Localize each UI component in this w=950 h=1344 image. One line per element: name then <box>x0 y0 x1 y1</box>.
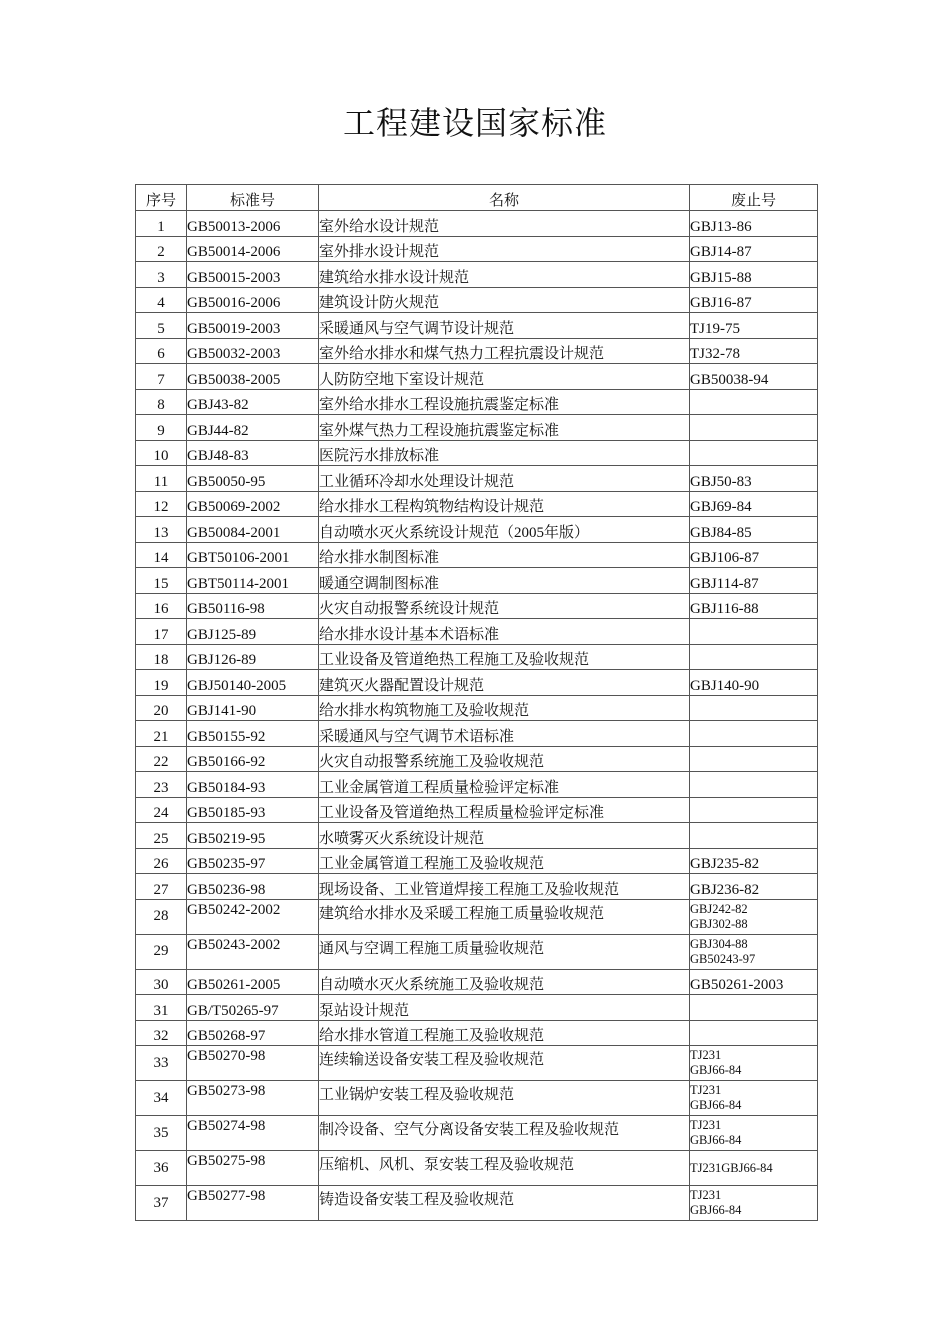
row-replaced-code <box>690 899 818 934</box>
row-replaced-code <box>690 1020 818 1046</box>
row-replaced-code <box>690 721 818 747</box>
row-replaced-code <box>690 262 818 288</box>
row-standard-name: 医院污水排放标准 <box>319 440 690 466</box>
row-seq: 5 <box>136 313 187 339</box>
table-row <box>136 1151 818 1186</box>
row-replaced-code <box>690 995 818 1021</box>
replaced-code-line: TJ19-75 <box>690 320 740 337</box>
table-row <box>136 338 818 364</box>
row-standard-code: GBJ125-89 <box>187 619 319 645</box>
table-row <box>136 262 818 288</box>
row-standard-code: GBJ48-83 <box>187 440 319 466</box>
row-replaced-code <box>690 568 818 594</box>
row-standard-name: 人防防空地下室设计规范 <box>319 364 690 390</box>
table-row <box>136 899 818 934</box>
replaced-code-line: TJ231 <box>690 1048 722 1062</box>
row-seq: 27 <box>136 874 187 900</box>
replaced-code-line: GBJ69-84 <box>690 499 752 515</box>
row-standard-name: 工业金属管道工程施工及验收规范 <box>319 848 690 874</box>
row-standard-name: 工业设备及管道绝热工程施工及验收规范 <box>319 644 690 670</box>
header-name: 名称 <box>319 185 690 211</box>
row-standard-name: 给水排水管道工程施工及验收规范 <box>319 1020 690 1046</box>
replaced-code-line: GB50261-2003 <box>690 977 784 993</box>
row-standard-code: GB50032-2003 <box>187 338 319 364</box>
row-standard-name: 建筑给水排水设计规范 <box>319 262 690 288</box>
row-standard-name: 建筑灭火器配置设计规范 <box>319 670 690 696</box>
row-standard-code: GB50274-98 <box>187 1116 319 1151</box>
row-standard-code: GBJ126-89 <box>187 644 319 670</box>
row-standard-code: GBT50106-2001 <box>187 542 319 568</box>
row-standard-code: GB50273-98 <box>187 1081 319 1116</box>
row-standard-name: 铸造设备安装工程及验收规范 <box>319 1186 690 1221</box>
table-row <box>136 364 818 390</box>
row-replaced-code <box>690 466 818 492</box>
row-replaced-code <box>690 1151 818 1186</box>
row-standard-code: GB50013-2006 <box>187 211 319 237</box>
row-seq: 8 <box>136 389 187 415</box>
replaced-code-line: GB50243-97 <box>690 951 756 966</box>
replaced-code-line: TJ32-78 <box>690 346 740 362</box>
replaced-code-line: GBJ302-88 <box>690 916 748 931</box>
row-seq: 6 <box>136 338 187 364</box>
table-row <box>136 934 818 969</box>
row-seq: 4 <box>136 287 187 313</box>
table-row <box>136 644 818 670</box>
row-replaced-code <box>690 211 818 237</box>
row-standard-code: GB50235-97 <box>187 848 319 874</box>
standards-table <box>135 184 818 1221</box>
row-seq: 20 <box>136 695 187 721</box>
row-seq: 17 <box>136 619 187 645</box>
row-seq: 9 <box>136 415 187 441</box>
table-row <box>136 619 818 645</box>
row-replaced-code <box>690 772 818 798</box>
row-seq: 16 <box>136 593 187 619</box>
row-standard-code: GB50275-98 <box>187 1151 319 1186</box>
row-replaced-code <box>690 969 818 995</box>
row-standard-code: GB50242-2002 <box>187 899 319 934</box>
header-replaced: 废止号 <box>690 185 818 211</box>
page-title: 工程建设国家标准 <box>342 105 607 141</box>
row-seq: 37 <box>136 1186 187 1221</box>
row-seq: 1 <box>136 211 187 237</box>
row-replaced-code <box>690 644 818 670</box>
row-replaced-code <box>690 440 818 466</box>
replaced-code-line: GBJ242-82 <box>690 901 748 916</box>
row-standard-code: GBJ43-82 <box>187 389 319 415</box>
table-row <box>136 848 818 874</box>
replaced-code-line: GBJ235-82 <box>690 856 760 872</box>
table-row <box>136 568 818 594</box>
row-seq: 19 <box>136 670 187 696</box>
table-row <box>136 995 818 1021</box>
replaced-code-line: GBJ16-87 <box>690 295 752 311</box>
row-seq: 33 <box>136 1046 187 1081</box>
replaced-code-line: GB50038-94 <box>690 371 769 388</box>
table-row <box>136 695 818 721</box>
row-standard-name: 采暖通风与空气调节设计规范 <box>319 313 690 339</box>
row-replaced-code <box>690 364 818 390</box>
replaced-code-line: GBJ66-84 <box>690 1203 742 1217</box>
row-standard-code: GB50219-95 <box>187 823 319 849</box>
row-standard-code: GB50014-2006 <box>187 236 319 262</box>
row-replaced-code <box>690 670 818 696</box>
row-standard-name: 工业循环冷却水处理设计规范 <box>319 466 690 492</box>
row-replaced-code <box>690 823 818 849</box>
row-seq: 21 <box>136 721 187 747</box>
row-standard-name: 暖通空调制图标准 <box>319 568 690 594</box>
row-standard-code: GB50016-2006 <box>187 287 319 313</box>
row-standard-code: GB50277-98 <box>187 1186 319 1221</box>
replaced-code-line: TJ231GBJ66-84 <box>690 1160 773 1175</box>
row-replaced-code <box>690 1046 818 1081</box>
row-seq: 14 <box>136 542 187 568</box>
row-standard-name: 建筑设计防火规范 <box>319 287 690 313</box>
replaced-code-line: GBJ66-84 <box>690 1063 742 1077</box>
row-standard-code: GB50084-2001 <box>187 517 319 543</box>
row-standard-name: 给水排水设计基本术语标准 <box>319 619 690 645</box>
row-seq: 3 <box>136 262 187 288</box>
row-standard-code: GB50050-95 <box>187 466 319 492</box>
row-standard-code: GBT50114-2001 <box>187 568 319 594</box>
row-standard-code: GB/T50265-97 <box>187 995 319 1021</box>
table-row <box>136 670 818 696</box>
replaced-code-line: GBJ114-87 <box>690 575 759 592</box>
row-standard-code: GB50155-92 <box>187 721 319 747</box>
row-replaced-code <box>690 491 818 517</box>
row-seq: 7 <box>136 364 187 390</box>
replaced-code-line: GBJ236-82 <box>690 881 760 898</box>
table-row <box>136 440 818 466</box>
replaced-code-line: GBJ140-90 <box>690 677 760 694</box>
row-seq: 28 <box>136 899 187 934</box>
row-standard-name: 室外排水设计规范 <box>319 236 690 262</box>
row-seq: 31 <box>136 995 187 1021</box>
table-row <box>136 874 818 900</box>
row-replaced-code <box>690 746 818 772</box>
replaced-code-line: GBJ84-85 <box>690 524 752 541</box>
row-replaced-code <box>690 389 818 415</box>
table-row <box>136 313 818 339</box>
row-standard-name: 工业锅炉安装工程及验收规范 <box>319 1081 690 1116</box>
row-seq: 35 <box>136 1116 187 1151</box>
row-replaced-code <box>690 1186 818 1221</box>
table-row <box>136 415 818 441</box>
row-standard-code: GB50243-2002 <box>187 934 319 969</box>
row-standard-name: 现场设备、工业管道焊接工程施工及验收规范 <box>319 874 690 900</box>
table-row <box>136 389 818 415</box>
table-header-row <box>136 185 818 211</box>
row-replaced-code <box>690 338 818 364</box>
row-seq: 23 <box>136 772 187 798</box>
row-seq: 32 <box>136 1020 187 1046</box>
row-standard-name: 火灾自动报警系统施工及验收规范 <box>319 746 690 772</box>
replaced-code-line: GBJ106-87 <box>690 550 760 566</box>
table-row <box>136 211 818 237</box>
row-standard-name: 采暖通风与空气调节术语标准 <box>319 721 690 747</box>
row-standard-code: GB50236-98 <box>187 874 319 900</box>
row-standard-code: GB50038-2005 <box>187 364 319 390</box>
replaced-code-line: GBJ116-88 <box>690 601 759 617</box>
table-row <box>136 466 818 492</box>
replaced-code-line: GBJ13-86 <box>690 218 752 235</box>
row-standard-code: GB50166-92 <box>187 746 319 772</box>
replaced-code-line: TJ231 <box>690 1083 722 1097</box>
table-row <box>136 969 818 995</box>
table-row <box>136 772 818 798</box>
row-seq: 15 <box>136 568 187 594</box>
replaced-code-line: GBJ304-88 <box>690 936 748 951</box>
row-replaced-code <box>690 313 818 339</box>
table-row <box>136 236 818 262</box>
table-row <box>136 542 818 568</box>
row-seq: 24 <box>136 797 187 823</box>
header-seq: 序号 <box>136 185 187 211</box>
row-standard-code: GB50116-98 <box>187 593 319 619</box>
row-seq: 22 <box>136 746 187 772</box>
replaced-code-line: GBJ14-87 <box>690 244 752 260</box>
table-row <box>136 1186 818 1221</box>
table-body <box>136 211 818 1221</box>
row-standard-name: 水喷雾灭火系统设计规范 <box>319 823 690 849</box>
row-replaced-code <box>690 542 818 568</box>
row-seq: 11 <box>136 466 187 492</box>
row-standard-code: GB50069-2002 <box>187 491 319 517</box>
row-replaced-code <box>690 797 818 823</box>
row-standard-name: 建筑给水排水及采暖工程施工质量验收规范 <box>319 899 690 934</box>
row-seq: 18 <box>136 644 187 670</box>
table-row <box>136 593 818 619</box>
row-standard-code: GB50261-2005 <box>187 969 319 995</box>
row-seq: 36 <box>136 1151 187 1186</box>
row-standard-code: GBJ50140-2005 <box>187 670 319 696</box>
replaced-code-line: TJ231 <box>690 1118 722 1132</box>
row-replaced-code <box>690 619 818 645</box>
row-standard-name: 自动喷水灭火系统设计规范（2005年版） <box>319 517 690 543</box>
row-standard-name: 自动喷水灭火系统施工及验收规范 <box>319 969 690 995</box>
row-standard-name: 室外给水排水和煤气热力工程抗震设计规范 <box>319 338 690 364</box>
table-row <box>136 823 818 849</box>
row-standard-name: 室外煤气热力工程设施抗震鉴定标准 <box>319 415 690 441</box>
row-seq: 25 <box>136 823 187 849</box>
replaced-code-line: TJ231 <box>690 1188 722 1202</box>
row-seq: 13 <box>136 517 187 543</box>
row-standard-name: 火灾自动报警系统设计规范 <box>319 593 690 619</box>
table-row <box>136 746 818 772</box>
replaced-code-line: GBJ66-84 <box>690 1098 742 1112</box>
row-standard-name: 制冷设备、空气分离设备安装工程及验收规范 <box>319 1116 690 1151</box>
row-standard-name: 室外给水排水工程设施抗震鉴定标准 <box>319 389 690 415</box>
row-standard-name: 泵站设计规范 <box>319 995 690 1021</box>
table-row <box>136 1116 818 1151</box>
row-standard-name: 压缩机、风机、泵安装工程及验收规范 <box>319 1151 690 1186</box>
table-row <box>136 1020 818 1046</box>
table-row <box>136 287 818 313</box>
row-seq: 30 <box>136 969 187 995</box>
table-row <box>136 797 818 823</box>
row-replaced-code <box>690 517 818 543</box>
row-seq: 10 <box>136 440 187 466</box>
table-row <box>136 517 818 543</box>
row-replaced-code <box>690 848 818 874</box>
replaced-code-line: GBJ50-83 <box>690 473 752 490</box>
row-replaced-code <box>690 236 818 262</box>
row-replaced-code <box>690 287 818 313</box>
row-standard-name: 连续输送设备安装工程及验收规范 <box>319 1046 690 1081</box>
replaced-code-line: GBJ15-88 <box>690 269 752 286</box>
row-replaced-code <box>690 1081 818 1116</box>
row-standard-code: GB50184-93 <box>187 772 319 798</box>
row-replaced-code <box>690 934 818 969</box>
row-seq: 26 <box>136 848 187 874</box>
row-replaced-code <box>690 593 818 619</box>
table-row <box>136 1081 818 1116</box>
row-standard-name: 室外给水设计规范 <box>319 211 690 237</box>
row-replaced-code <box>690 415 818 441</box>
row-seq: 34 <box>136 1081 187 1116</box>
row-standard-code: GB50015-2003 <box>187 262 319 288</box>
row-standard-name: 通风与空调工程施工质量验收规范 <box>319 934 690 969</box>
row-standard-code: GB50185-93 <box>187 797 319 823</box>
row-seq: 29 <box>136 934 187 969</box>
row-standard-name: 给水排水构筑物施工及验收规范 <box>319 695 690 721</box>
row-standard-code: GB50019-2003 <box>187 313 319 339</box>
row-replaced-code <box>690 874 818 900</box>
row-seq: 12 <box>136 491 187 517</box>
row-replaced-code <box>690 1116 818 1151</box>
header-code: 标准号 <box>187 185 319 211</box>
row-standard-name: 工业设备及管道绝热工程质量检验评定标准 <box>319 797 690 823</box>
replaced-code-line: GBJ66-84 <box>690 1133 742 1147</box>
table-row <box>136 721 818 747</box>
row-standard-code: GB50268-97 <box>187 1020 319 1046</box>
row-seq: 2 <box>136 236 187 262</box>
row-standard-name: 工业金属管道工程质量检验评定标准 <box>319 772 690 798</box>
table-row <box>136 1046 818 1081</box>
row-standard-name: 给水排水制图标准 <box>319 542 690 568</box>
row-standard-name: 给水排水工程构筑物结构设计规范 <box>319 491 690 517</box>
row-standard-code: GBJ141-90 <box>187 695 319 721</box>
table-row <box>136 491 818 517</box>
row-standard-code: GBJ44-82 <box>187 415 319 441</box>
row-replaced-code <box>690 695 818 721</box>
row-standard-code: GB50270-98 <box>187 1046 319 1081</box>
